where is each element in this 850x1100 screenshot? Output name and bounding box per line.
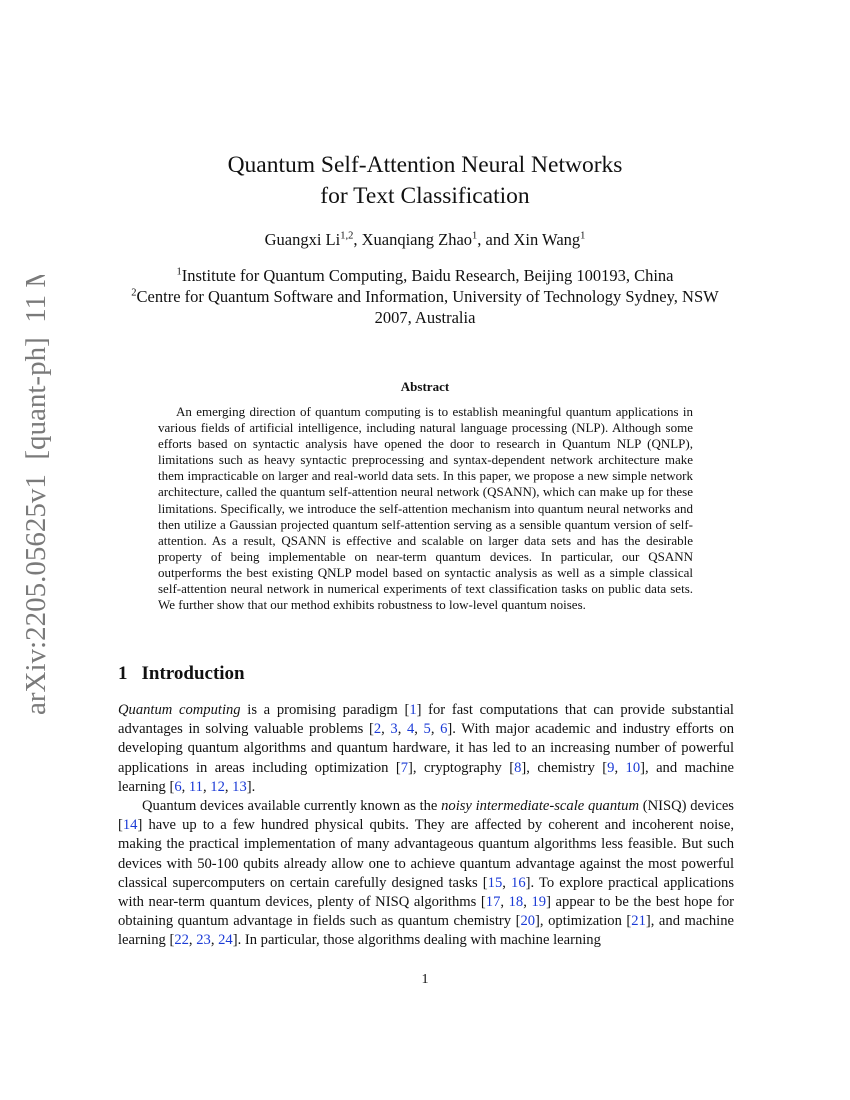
- body-text: ,: [523, 894, 532, 911]
- affiliation-text: Institute for Quantum Computing, Baidu Research, Beijing 100193, China: [181, 266, 674, 285]
- citation-link[interactable]: 16: [511, 874, 526, 891]
- body-text: ,: [224, 778, 233, 795]
- author-affiliation-mark: 1,2: [340, 230, 354, 242]
- author-affiliation-mark: 1: [580, 230, 586, 242]
- emphasized-term: noisy intermediate-scale quantum: [441, 798, 640, 815]
- body-text: ]. With major academic and industry efforts on developing quantum algorithms and quantum hardware, it has led to an increasing number of powerful applications in areas including optimization [: [118, 721, 734, 776]
- affiliation-text: Centre for Quantum Software and Information, University of Technology Sydney, NSW: [136, 287, 719, 306]
- body-text: ,: [500, 894, 509, 911]
- body-text: ,: [188, 932, 197, 949]
- author-affiliation-mark: 1: [472, 230, 478, 242]
- section-heading: [118, 663, 245, 685]
- affiliations: [0, 265, 850, 328]
- citation-link[interactable]: 8: [514, 759, 522, 776]
- body-text: ] appear to be the best hope for obtaining quantum advantage in fields such as quantum chemistry [: [118, 894, 734, 930]
- page-number: 1: [421, 972, 429, 987]
- citation-link[interactable]: 19: [531, 894, 547, 911]
- author-name: Guangxi Li: [264, 230, 341, 249]
- body-text: ]. In particular, those algorithms dealing with machine learning: [232, 932, 601, 949]
- citation-link[interactable]: 1: [409, 702, 417, 718]
- citation-link[interactable]: 3: [390, 721, 398, 738]
- citation-link[interactable]: 6: [440, 721, 448, 738]
- citation-link[interactable]: 10: [625, 759, 641, 776]
- citation-link[interactable]: 9: [607, 759, 615, 776]
- intro-paragraph: [118, 797, 734, 951]
- body-text: ,: [397, 721, 407, 738]
- body-text: ], chemistry [: [521, 759, 608, 776]
- citation-link[interactable]: 13: [232, 778, 247, 795]
- body-text: ], and machine learning [: [118, 759, 735, 795]
- affiliation-mark: 2: [131, 287, 137, 299]
- citation-link[interactable]: 12: [210, 778, 225, 795]
- body-text: [: [404, 702, 410, 718]
- body-text: ] for fast computations that can provide substantial advantages in solving valuable problems [: [118, 702, 734, 738]
- body-text: ] have up to a few hundred physical qubits. They are affected by coherent and incoherent noise, making the practical implementation of many advantageous quantum algorithms less feasible. But such devices with 50-100 qubits already allow one to achieve quantum advantage against the most powerful classical supercomputers on certain carefully designed tasks [: [118, 817, 734, 891]
- body-text: is a promising paradigm: [240, 702, 405, 718]
- section-title: Introduction: [141, 663, 245, 684]
- author-name: Xin Wang: [513, 230, 581, 249]
- abstract-text: An emerging direction of quantum computing is to establish meaningful quantum applications in various fields of artificial intelligence, including natural language processing (NLP). Although some efforts based on syntactic analysis have opened the door to research in Quantum NLP (QNLP), limitations such as heavy syntactic preprocessing and syntax-dependent network architecture make them impracticable on larger and real-world data sets. In this paper, we propose a new simple network architecture, called the quantum self-attention neural network (QSANN), which can make up for these limitations. Specifically, we introduce the self-attention mechanism into quantum neural networks and then utilize a Gaussian projected quantum self-attention serving as a sensible quantum version of self-attention. As a result, QSANN is effective and scalable on larger data sets and has the desirable property of being implementable on near-term quantum devices. In particular, our QSANN outperforms the best existing QNLP model based on syntactic analysis as well as a simple classical self-attention neural network in numerical experiments of text classification tasks on public data sets. We further show that our method exhibits robustness to low-level quantum noises.: [158, 404, 693, 613]
- citation-link[interactable]: 17: [485, 894, 501, 911]
- citation-link[interactable]: 21: [631, 913, 646, 930]
- affiliation-text: 2007, Australia: [374, 308, 476, 327]
- body-text: ], optimization [: [535, 913, 632, 930]
- affiliation-line: [0, 307, 850, 328]
- citation-link[interactable]: 18: [508, 894, 524, 911]
- body-text: ,: [502, 874, 512, 891]
- citation-link[interactable]: 5: [423, 721, 431, 738]
- section-number: 1: [118, 663, 128, 684]
- citation-link[interactable]: 7: [400, 759, 409, 776]
- body-text: ,: [381, 721, 391, 738]
- body-text: ], cryptography [: [408, 759, 515, 776]
- title-line-2: for Text Classification: [320, 183, 530, 209]
- affiliation-line: [0, 286, 850, 307]
- citation-link[interactable]: 11: [188, 778, 203, 795]
- citation-link[interactable]: 6: [174, 778, 182, 795]
- citation-link[interactable]: 14: [122, 817, 138, 834]
- citation-link[interactable]: 2: [373, 721, 382, 738]
- body-text: ,: [414, 721, 424, 738]
- emphasized-term: Quantum computing: [118, 702, 241, 718]
- body-text: ,: [202, 778, 211, 795]
- citation-link[interactable]: 4: [406, 721, 415, 738]
- affiliation-line: [0, 265, 850, 286]
- body-text: ]. To explore practical applications with near-term quantum devices, plenty of NISQ algorithms [: [118, 874, 735, 911]
- paper-title: [0, 150, 850, 212]
- abstract-heading: Abstract: [400, 379, 450, 394]
- author-separator: , and: [477, 230, 514, 249]
- citation-link[interactable]: 23: [196, 932, 211, 949]
- body-text: ], and machine learning [: [118, 913, 734, 949]
- intro-paragraph: [118, 701, 734, 797]
- author-separator: ,: [353, 230, 362, 249]
- body-text: Quantum devices available currently known as the: [142, 798, 442, 815]
- citation-link[interactable]: 20: [520, 913, 536, 930]
- arxiv-side-stamp: [14, 275, 54, 715]
- body-text: ,: [181, 778, 189, 795]
- body-text: ,: [614, 759, 626, 776]
- citation-link[interactable]: 24: [218, 932, 233, 949]
- introduction-body: [118, 701, 734, 951]
- author-name: Xuanqiang Zhao: [361, 230, 473, 249]
- body-text: ].: [246, 778, 256, 795]
- citation-link[interactable]: 15: [487, 874, 503, 891]
- body-text: (NISQ) devices [: [118, 798, 734, 834]
- body-text: ,: [210, 932, 219, 949]
- author-list: [0, 230, 850, 250]
- title-line-1: Quantum Self-Attention Neural Networks: [227, 152, 623, 178]
- citation-link[interactable]: 22: [174, 932, 189, 949]
- arxiv-identifier: arXiv:2205.05625v1 [quant-ph] 11 May 2022: [20, 275, 52, 715]
- affiliation-mark: 1: [176, 266, 182, 278]
- body-text: ,: [430, 721, 441, 738]
